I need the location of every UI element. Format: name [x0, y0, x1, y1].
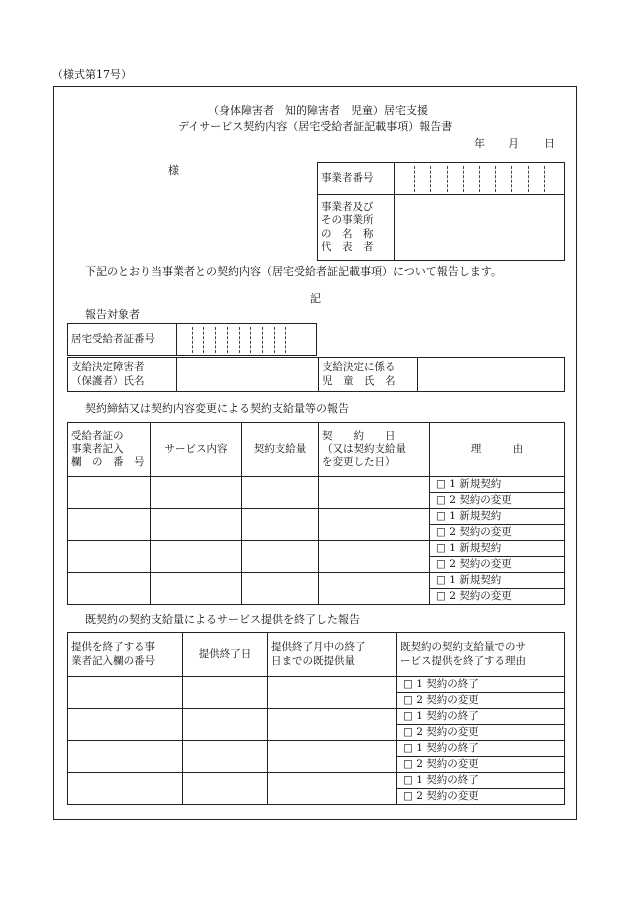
contract-amount-cell[interactable] [242, 573, 319, 605]
termination-provided-cell[interactable] [268, 677, 397, 709]
termination-reason-cell [397, 773, 565, 805]
contract-date-cell[interactable] [319, 541, 430, 573]
reason-contract-change[interactable]: □ 2 契約の変更 [403, 790, 479, 802]
contract-col-service: サービス内容 [151, 423, 242, 477]
contract-number-cell[interactable] [68, 541, 151, 573]
contract-number-cell[interactable] [68, 509, 151, 541]
contract-date-cell[interactable] [319, 477, 430, 509]
contract-amount-cell[interactable] [242, 541, 319, 573]
termination-reason-cell [397, 741, 565, 773]
contract-reason-cell [430, 573, 565, 605]
contract-date-cell[interactable] [319, 573, 430, 605]
disabled-person-label: 支給決定障害者 （保護者）氏名 [68, 358, 177, 392]
table-row [68, 773, 565, 805]
termination-provided-cell[interactable] [268, 773, 397, 805]
termination-col-number: 提供を終了する事 業者記入欄の番号 [68, 633, 183, 677]
provider-name-label: 事業者及び その事業所 の 名 称 代 表 者 [318, 195, 395, 261]
reason-contract-end[interactable]: □ 1 契約の終了 [397, 773, 564, 789]
table-row [68, 573, 565, 605]
termination-number-cell[interactable] [68, 773, 183, 805]
termination-number-cell[interactable] [68, 741, 183, 773]
section2-heading: 既契約の契約支給量によるサービス提供を終了した報告 [85, 613, 360, 626]
form-number: （様式第17号） [52, 68, 132, 81]
title-line-2: デイサービス契約内容（居宅受給者証記載事項）報告書 [178, 120, 453, 133]
termination-reason-cell [397, 709, 565, 741]
reason-contract-end[interactable]: □ 1 契約の終了 [397, 709, 564, 725]
ki-mark: 記 [310, 292, 321, 305]
recipient-number-field[interactable] [177, 324, 317, 356]
table-row [68, 741, 565, 773]
contract-col-amount: 契約支給量 [242, 423, 319, 477]
contract-reason-cell [430, 477, 565, 509]
reason-contract-end[interactable]: □ 1 契約の終了 [397, 677, 564, 693]
child-field[interactable] [418, 358, 565, 392]
reason-contract-change[interactable]: □ 2 契約の変更 [403, 758, 479, 770]
termination-table [67, 632, 565, 805]
date-month: 月 [508, 137, 519, 150]
termination-col-end-date: 提供終了日 [183, 633, 268, 677]
contract-number-cell[interactable] [68, 573, 151, 605]
reason-contract-change[interactable]: □ 2 契約の変更 [436, 558, 512, 570]
contract-number-cell[interactable] [68, 477, 151, 509]
termination-date-cell[interactable] [183, 677, 268, 709]
termination-date-cell[interactable] [183, 709, 268, 741]
reason-contract-change[interactable]: □ 2 契約の変更 [436, 590, 512, 602]
names-table [67, 357, 565, 392]
contract-table [67, 422, 565, 605]
reason-contract-change[interactable]: □ 2 契約の変更 [436, 494, 512, 506]
termination-provided-cell[interactable] [268, 741, 397, 773]
child-label: 支給決定に係る 児 童 氏 名 [319, 358, 418, 392]
table-row [68, 509, 565, 541]
title-line-1: （身体障害者 知的障害者 児童）居宅支援 [208, 104, 428, 117]
table-row [68, 709, 565, 741]
provider-number-field[interactable] [395, 163, 565, 195]
contract-reason-cell [430, 509, 565, 541]
provider-table [317, 162, 565, 261]
disabled-person-field[interactable] [177, 358, 319, 392]
reason-contract-change[interactable]: □ 2 契約の変更 [403, 694, 479, 706]
contract-col-reason: 理 由 [430, 423, 565, 477]
section1-heading: 契約締結又は契約内容変更による契約支給量等の報告 [85, 402, 349, 415]
contract-col-number: 受給者証の 事業者記入 欄 の 番 号 [68, 423, 151, 477]
termination-number-cell[interactable] [68, 677, 183, 709]
contract-service-cell[interactable] [151, 509, 242, 541]
addressee-suffix: 様 [168, 164, 179, 177]
contract-service-cell[interactable] [151, 541, 242, 573]
reason-contract-change[interactable]: □ 2 契約の変更 [403, 726, 479, 738]
date-year: 年 [474, 137, 485, 150]
termination-col-provided: 提供終了月中の終了 日までの既提供量 [268, 633, 397, 677]
contract-col-date: 契 約 日 （又は契約支給量 を変更した日） [319, 423, 430, 477]
contract-service-cell[interactable] [151, 573, 242, 605]
target-heading: 報告対象者 [85, 308, 140, 321]
termination-col-reason: 既契約の契約支給量でのサ ービス提供を終了する理由 [397, 633, 565, 677]
contract-date-cell[interactable] [319, 509, 430, 541]
reason-contract-change[interactable]: □ 2 契約の変更 [436, 526, 512, 538]
termination-number-cell[interactable] [68, 709, 183, 741]
intro-text: 下記のとおり当事業者との契約内容（居宅受給者証記載事項）について報告します。 [85, 265, 502, 278]
contract-service-cell[interactable] [151, 477, 242, 509]
termination-provided-cell[interactable] [268, 709, 397, 741]
provider-name-field[interactable] [395, 195, 565, 261]
recipient-number-label: 居宅受給者証番号 [68, 324, 177, 356]
contract-reason-cell [430, 541, 565, 573]
table-row [68, 677, 565, 709]
provider-number-label: 事業者番号 [318, 163, 395, 195]
reason-new-contract[interactable]: □ 1 新規契約 [430, 477, 564, 493]
contract-amount-cell[interactable] [242, 477, 319, 509]
reason-new-contract[interactable]: □ 1 新規契約 [430, 509, 564, 525]
termination-date-cell[interactable] [183, 741, 268, 773]
reason-new-contract[interactable]: □ 1 新規契約 [430, 573, 564, 589]
table-row [68, 541, 565, 573]
recipient-number-table [67, 323, 317, 356]
reason-new-contract[interactable]: □ 1 新規契約 [430, 541, 564, 557]
termination-date-cell[interactable] [183, 773, 268, 805]
date-day: 日 [544, 137, 555, 150]
reason-contract-end[interactable]: □ 1 契約の終了 [397, 741, 564, 757]
termination-reason-cell [397, 677, 565, 709]
table-row [68, 477, 565, 509]
contract-amount-cell[interactable] [242, 509, 319, 541]
